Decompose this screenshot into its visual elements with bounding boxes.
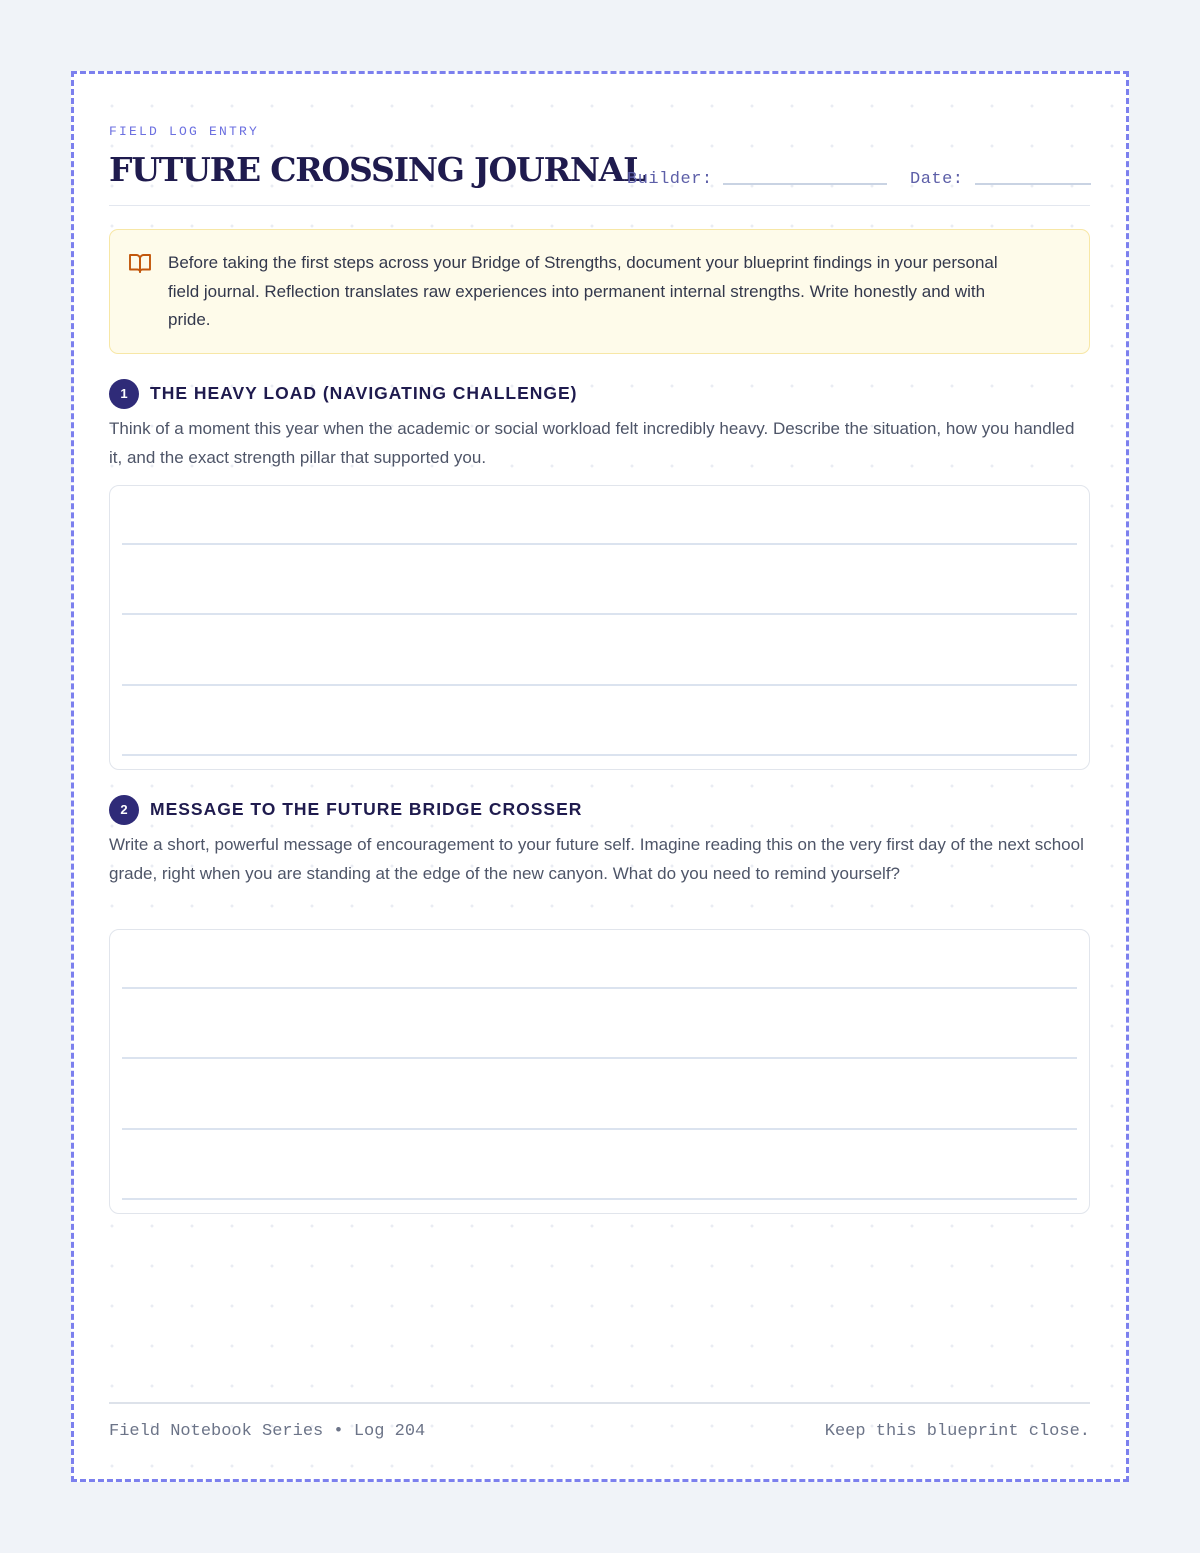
writing-line bbox=[122, 1198, 1077, 1200]
writing-line bbox=[122, 684, 1077, 686]
writing-line bbox=[122, 613, 1077, 615]
footer-tagline: Keep this blueprint close. bbox=[824, 1422, 1090, 1441]
writing-line bbox=[122, 1057, 1077, 1059]
section-prompt: Think of a moment this year when the academic or social workload felt incredibly heavy. Describe the situation, how you handled it, and the exact strength pillar that supported you. bbox=[109, 419, 1075, 467]
journal-page bbox=[71, 71, 1129, 1482]
builder-label: Builder: bbox=[627, 170, 713, 189]
page-title: FUTURE CROSSING JOURNAL bbox=[109, 150, 646, 189]
section-number-badge: 1 bbox=[109, 379, 139, 409]
section-2-header bbox=[109, 795, 1090, 827]
section-number-badge: 2 bbox=[109, 795, 139, 825]
page-content bbox=[109, 74, 1090, 1479]
footer-series: Field Notebook Series • Log 204 bbox=[109, 1422, 426, 1441]
response-box-1[interactable] bbox=[109, 485, 1090, 770]
writing-line bbox=[122, 543, 1077, 545]
section-1-header bbox=[109, 379, 1090, 411]
builder-field[interactable] bbox=[723, 183, 887, 185]
date-label: Date: bbox=[910, 170, 964, 189]
open-book-icon bbox=[128, 252, 152, 274]
eyebrow-label: FIELD LOG ENTRY bbox=[109, 124, 260, 139]
response-box-2[interactable] bbox=[109, 929, 1090, 1214]
page-header bbox=[109, 146, 1090, 206]
writing-line bbox=[122, 1128, 1077, 1130]
section-title: MESSAGE TO THE FUTURE BRIDGE CROSSER bbox=[150, 799, 583, 819]
section-title: THE HEAVY LOAD (NAVIGATING CHALLENGE) bbox=[150, 383, 578, 403]
writing-line bbox=[122, 987, 1077, 989]
writing-line bbox=[122, 754, 1077, 756]
footer-divider bbox=[109, 1402, 1090, 1404]
intro-text: Before taking the first steps across your Bridge of Strengths, document your blueprint findings in your personal field journal. Reflection translates raw experiences into permanent internal strengths. Write honestly and with pride. bbox=[168, 253, 998, 329]
intro-callout bbox=[109, 229, 1090, 354]
date-field[interactable] bbox=[975, 183, 1091, 185]
section-prompt: Write a short, powerful message of encouragement to your future self. Imagine reading this on the very first day of the next school grade, right when you are standing at the edge of the new canyon. What do you need to remind yourself? bbox=[109, 835, 1084, 883]
